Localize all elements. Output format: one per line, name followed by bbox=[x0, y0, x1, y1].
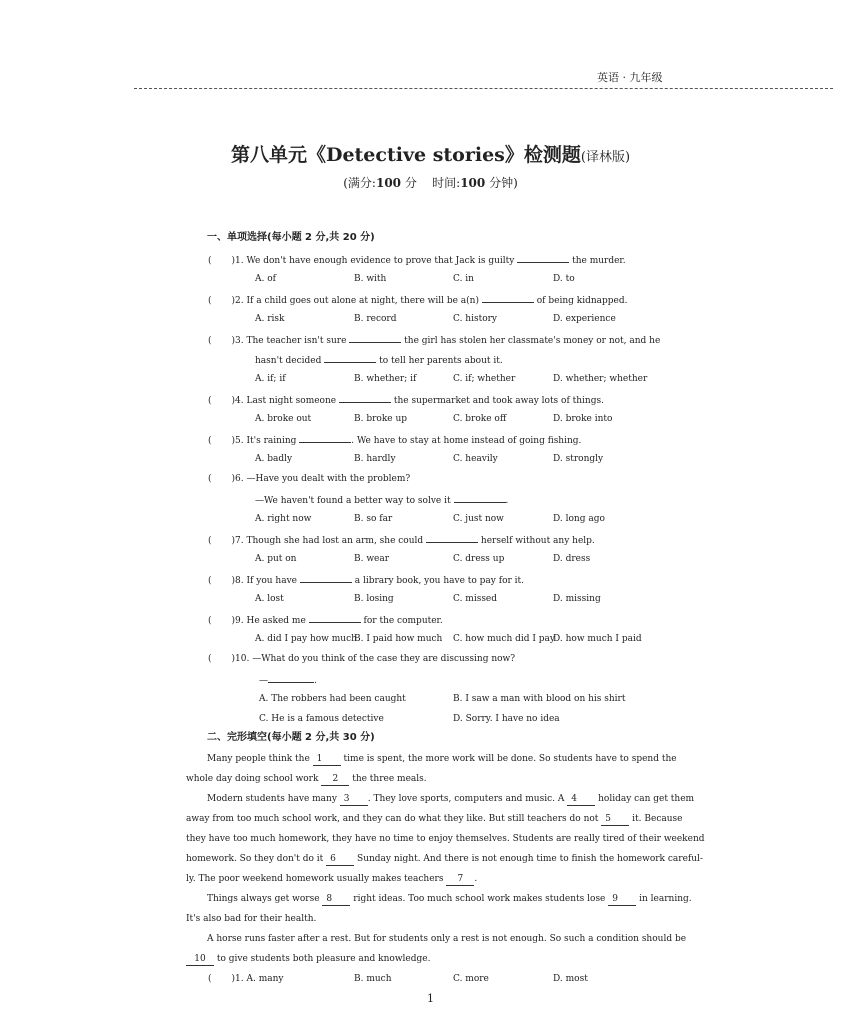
question-1: ( )1. We don't have enough evidence to prove that Jack is guilty the murder. bbox=[208, 253, 626, 267]
q1-option-b: B. with bbox=[354, 274, 387, 284]
header-subject: 英语 · 九年级 bbox=[597, 71, 663, 84]
q3-option-c: C. if; whether bbox=[453, 374, 516, 384]
q2-option-a: A. risk bbox=[255, 314, 285, 324]
question-10-line2: — . bbox=[259, 673, 317, 687]
q2-option-d: D. experience bbox=[553, 314, 616, 324]
passage-line: Many people think the 1 time is spent, the more work will be done. So students have to spend the bbox=[207, 754, 677, 764]
section2-heading: 二、完形填空(每小题 2 分,共 30 分) bbox=[207, 732, 375, 743]
q4-option-a: A. broke out bbox=[255, 414, 312, 424]
question-6: ( )6. —Have you dealt with the problem? bbox=[208, 474, 411, 484]
q9-option-b: B. I paid how much bbox=[354, 634, 443, 644]
page-subtitle bbox=[0, 174, 861, 191]
title-edition: (译林版) bbox=[580, 150, 631, 165]
question-7: ( )7. Though she had lost an arm, she could herself without any help. bbox=[208, 533, 595, 547]
question-6-line2: —We haven't found a better way to solve it . bbox=[255, 493, 508, 507]
q4-option-b: B. broke up bbox=[354, 414, 408, 424]
q7-option-b: B. wear bbox=[354, 554, 390, 564]
q5-option-b: B. hardly bbox=[354, 454, 396, 464]
q3-option-a: A. if; if bbox=[255, 374, 286, 384]
page-number: 1 bbox=[427, 992, 434, 1005]
question-8: ( )8. If you have a library book, you have to pay for it. bbox=[208, 573, 524, 587]
q6-option-d: D. long ago bbox=[553, 514, 605, 524]
passage-line: ly. The poor weekend homework usually makes teachers 7 . bbox=[186, 874, 478, 884]
question-3-line2: hasn't decided to tell her parents about it. bbox=[255, 353, 503, 367]
passage-line: they have too much homework, they have no time to enjoy themselves. Students are really tired of their weekend bbox=[186, 834, 705, 844]
passage-line: away from too much school work, and they can do what they like. But still teachers do not 5 it. Because bbox=[186, 814, 683, 824]
passage-line: Things always get worse 8 right ideas. Too much school work makes students lose 9 in learning. bbox=[207, 894, 692, 904]
full-score-label: (满分: bbox=[343, 176, 376, 190]
q8-option-b: B. losing bbox=[354, 594, 394, 604]
title-main: 第八单元《Detective stories》检测题 bbox=[230, 144, 581, 166]
passage-line: 10 to give students both pleasure and knowledge. bbox=[186, 953, 430, 966]
passage-line: homework. So they don't do it 6 Sunday night. And there is not enough time to finish the homework careful- bbox=[186, 854, 703, 864]
q7-option-c: C. dress up bbox=[453, 554, 505, 564]
cloze-question-1: ( )1. A. many bbox=[208, 974, 284, 984]
q5-option-c: C. heavily bbox=[453, 454, 498, 464]
q1-option-a: A. of bbox=[255, 274, 276, 284]
q10-option-d: D. Sorry. I have no idea bbox=[453, 714, 560, 724]
q5-option-d: D. strongly bbox=[553, 454, 604, 464]
question-2: ( )2. If a child goes out alone at night, there will be a(n) of being kidnapped. bbox=[208, 293, 627, 307]
q9-option-d: D. how much I paid bbox=[553, 634, 642, 644]
q8-option-c: C. missed bbox=[453, 594, 498, 604]
q6-option-c: C. just now bbox=[453, 514, 504, 524]
q9-option-a: A. did I pay how much bbox=[255, 634, 357, 644]
question-3: ( )3. The teacher isn't sure the girl has stolen her classmate's money or not, and he bbox=[208, 333, 660, 347]
q10-option-c: C. He is a famous detective bbox=[259, 714, 384, 724]
q9-option-c: C. how much did I pay bbox=[453, 634, 555, 644]
question-4: ( )4. Last night someone the supermarket and took away lots of things. bbox=[208, 393, 604, 407]
q2-option-b: B. record bbox=[354, 314, 397, 324]
q3-option-b: B. whether; if bbox=[354, 374, 417, 384]
cloze1-option-b: B. much bbox=[354, 974, 392, 984]
question-10: ( )10. —What do you think of the case they are discussing now? bbox=[208, 654, 516, 664]
q8-option-a: A. lost bbox=[255, 594, 284, 604]
full-score-unit: 分 bbox=[404, 176, 417, 190]
passage-line: whole day doing school work 2 the three meals. bbox=[186, 774, 427, 784]
q2-option-c: C. history bbox=[453, 314, 498, 324]
cloze1-option-d: D. most bbox=[553, 974, 588, 984]
q3-option-d: D. whether; whether bbox=[553, 374, 648, 384]
time-value: 100 bbox=[460, 176, 486, 190]
q7-option-a: A. put on bbox=[255, 554, 297, 564]
q5-option-a: A. badly bbox=[255, 454, 293, 464]
q10-option-b: B. I saw a man with blood on his shirt bbox=[453, 694, 626, 704]
passage-line: Modern students have many 3 . They love sports, computers and music. A 4 holiday can get them bbox=[207, 794, 695, 804]
header-rule bbox=[134, 88, 833, 89]
q6-option-a: A. right now bbox=[255, 514, 312, 524]
q4-option-c: C. broke off bbox=[453, 414, 507, 424]
passage-line: It's also bad for their health. bbox=[186, 914, 317, 924]
passage-line: A horse runs faster after a rest. But for students only a rest is not enough. So such a condition should be bbox=[207, 934, 687, 944]
time-label: 时间: bbox=[432, 176, 461, 190]
q10-option-a: A. The robbers had been caught bbox=[259, 694, 406, 704]
q1-option-c: C. in bbox=[453, 274, 474, 284]
section1-heading: 一、单项选择(每小题 2 分,共 20 分) bbox=[207, 232, 375, 243]
q8-option-d: D. missing bbox=[553, 594, 601, 604]
full-score-value: 100 bbox=[375, 176, 402, 190]
question-5: ( )5. It's raining . We have to stay at home instead of going fishing. bbox=[208, 433, 581, 447]
time-unit: 分钟) bbox=[489, 176, 518, 190]
q7-option-d: D. dress bbox=[553, 554, 591, 564]
page-title bbox=[0, 140, 861, 167]
cloze1-option-c: C. more bbox=[453, 974, 489, 984]
q4-option-d: D. broke into bbox=[553, 414, 613, 424]
question-9: ( )9. He asked me for the computer. bbox=[208, 613, 443, 627]
q1-option-d: D. to bbox=[553, 274, 575, 284]
q6-option-b: B. so far bbox=[354, 514, 393, 524]
